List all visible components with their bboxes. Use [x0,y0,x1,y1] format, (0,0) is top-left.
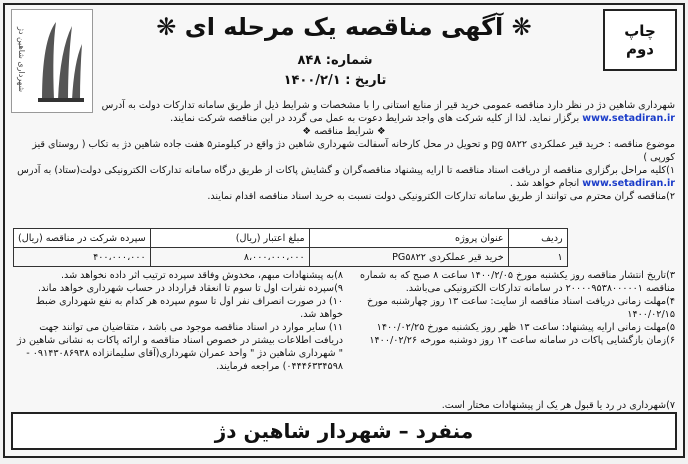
condition-1-end: انجام خواهد شد . [509,178,580,189]
condition-item-11: ۱۱) سایر موارد در اسناد مناقصه موجود می باشد ، متقاضیان می توانند جهت دریافت اطلاعات بیشتر در خصوص اسناد مناقصه و ارائه پاکات به نشانی شاهین دژ " شهرداری شاهین دژ " واحد عمران شهرداری(آقای سلیمانزاده ۰۹۱۴۳۰۸۶۹۳۸ - ۰۴۴۴۶۳۳۴۵۹۸) مراجعه فرمایند. [17,322,343,372]
setad-link-2[interactable]: www.setadiran.ir [582,178,675,189]
intro-paragraph [13,99,675,125]
signature-text: منفرد – شهردار شاهین دژ [214,419,474,443]
col-header-project: عنوان پروژه [309,229,508,248]
cell-budget: ۸،۰۰۰،۰۰۰،۰۰۰ [150,248,309,267]
signature-footer [11,412,677,450]
subject-paragraph: موضوع مناقصه : خرید قیر عملکردی pg ۵۸۲۲ و تحویل در محل کارخانه آسفالت شهرداری شاهین دژ واقع در کیلومتر۵ هفت جاده شاهین دژ به تکاب ( روستای قیز کورپی ) [32,139,675,163]
table-row [14,248,568,267]
notice-body [13,99,675,203]
conditions-heading: ❖ شرایط مناقصه ❖ [302,126,386,137]
edition-line-2: دوم [625,40,654,58]
condition-item-10: ۱۰) در صورت انصراف نفر اول تا سوم سپرده هر کدام به نفع شهرداری ضبط خواهد شد. [35,296,343,320]
condition-item-1 [13,164,675,190]
intro-text-2: برگزار نماید. لذا از کلیه شرکت های واجد شرایط دعوت به عمل می گردد در این مناقصه شرکت نمایند. [170,113,580,124]
condition-item-6: ۶)زمان بازگشایی پاکات در سامانه ساعت ۱۳ روز دوشنبه مورخه ۱۴۰۰/۰۲/۲۶ [369,335,675,346]
conditions-left-column [13,269,343,373]
cell-deposit: ۴۰۰،۰۰۰،۰۰۰ [14,248,151,267]
col-header-row-number: ردیف [508,229,567,248]
edition-line-1: چاپ [624,22,656,40]
condition-item-3: ۳)تاریخ انتشار مناقصه روز یکشنبه مورخ ۱۴۰۰/۲/۰۵ ساعت ۸ صبح که به شماره مناقصه ۲۰۰۰۰۹۵۳۸۰۰۰۰۰۱ در سامانه تدارکات الکترونیکی می‌باشد. [360,270,675,294]
cell-row-number: ۱ [508,248,567,267]
col-header-deposit: سپرده شرکت در مناقصه (ریال) [14,229,151,248]
col-header-budget: مبلغ اعتبار (ریال) [150,229,309,248]
table-header-row [14,229,568,248]
cell-project: خرید قیر عملکردی PG۵۸۲۲ [309,248,508,267]
intro-text-1: شهرداری شاهین دژ در نظر دارد مناقصه عمومی خرید قیر از منابع استانی را با مشخصات و شرایط ذیل از طریق سامانه تدارکات دولت به آدرس [101,100,675,111]
condition-item-5: ۵)مهلت زمانی ارایه پیشنهاد: ساعت ۱۳ ظهر روز یکشنبه مورخ ۱۴۰۰/۰۲/۲۵ [376,322,675,333]
condition-1-text: ۱)کلیه مراحل برگزاری مناقصه از دریافت اسناد مناقصه تا ارایه پیشنهاد مناقصه‌گران و گشایش پاکات از طریق درگاه سامانه تدارکات الکترونیکی دولت(ستاد) به آدرس [17,165,675,176]
condition-item-9: ۹)سپرده نفرات اول تا سوم تا انعقاد قرارداد در حساب شهرداری خواهد ماند. [38,283,343,294]
notice-date: تاریخ : ۱۴۰۰/۲/۱ [283,73,387,88]
logo-caption: شهرداری شاهین دژ [17,27,26,93]
municipality-logo [11,9,93,113]
tender-notice [3,3,685,458]
condition-item-7: ۷)شهرداری در رد یا قبول هر یک از پیشنهادات مختار است. [441,400,675,411]
condition-item-2: ۲)مناقصه گران محترم می توانند از طریق سامانه تدارکات الکترونیکی دولت نسبت به خرید اسناد مناقصه اقدام نمایند. [207,191,675,202]
notice-title: ❋ آگهی مناقصه یک مرحله ای ❋ [156,13,532,41]
conditions-right-column [345,269,675,347]
edition-badge [603,9,677,71]
setad-link-1[interactable]: www.setadiran.ir [582,113,675,124]
notice-number: شماره: ۸۴۸ [297,53,373,68]
condition-item-8: ۸)به پیشنهادات مبهم، مخدوش وفاقد سپرده ترتیب اثر داده نخواهد شد. [61,270,343,281]
condition-item-4: ۴)مهلت زمانی دریافت اسناد مناقصه از سایت: ساعت ۱۳ روز چهارشنبه مورخ ۱۴۰۰/۰۲/۱۵ [367,296,675,320]
tender-table [13,228,568,267]
